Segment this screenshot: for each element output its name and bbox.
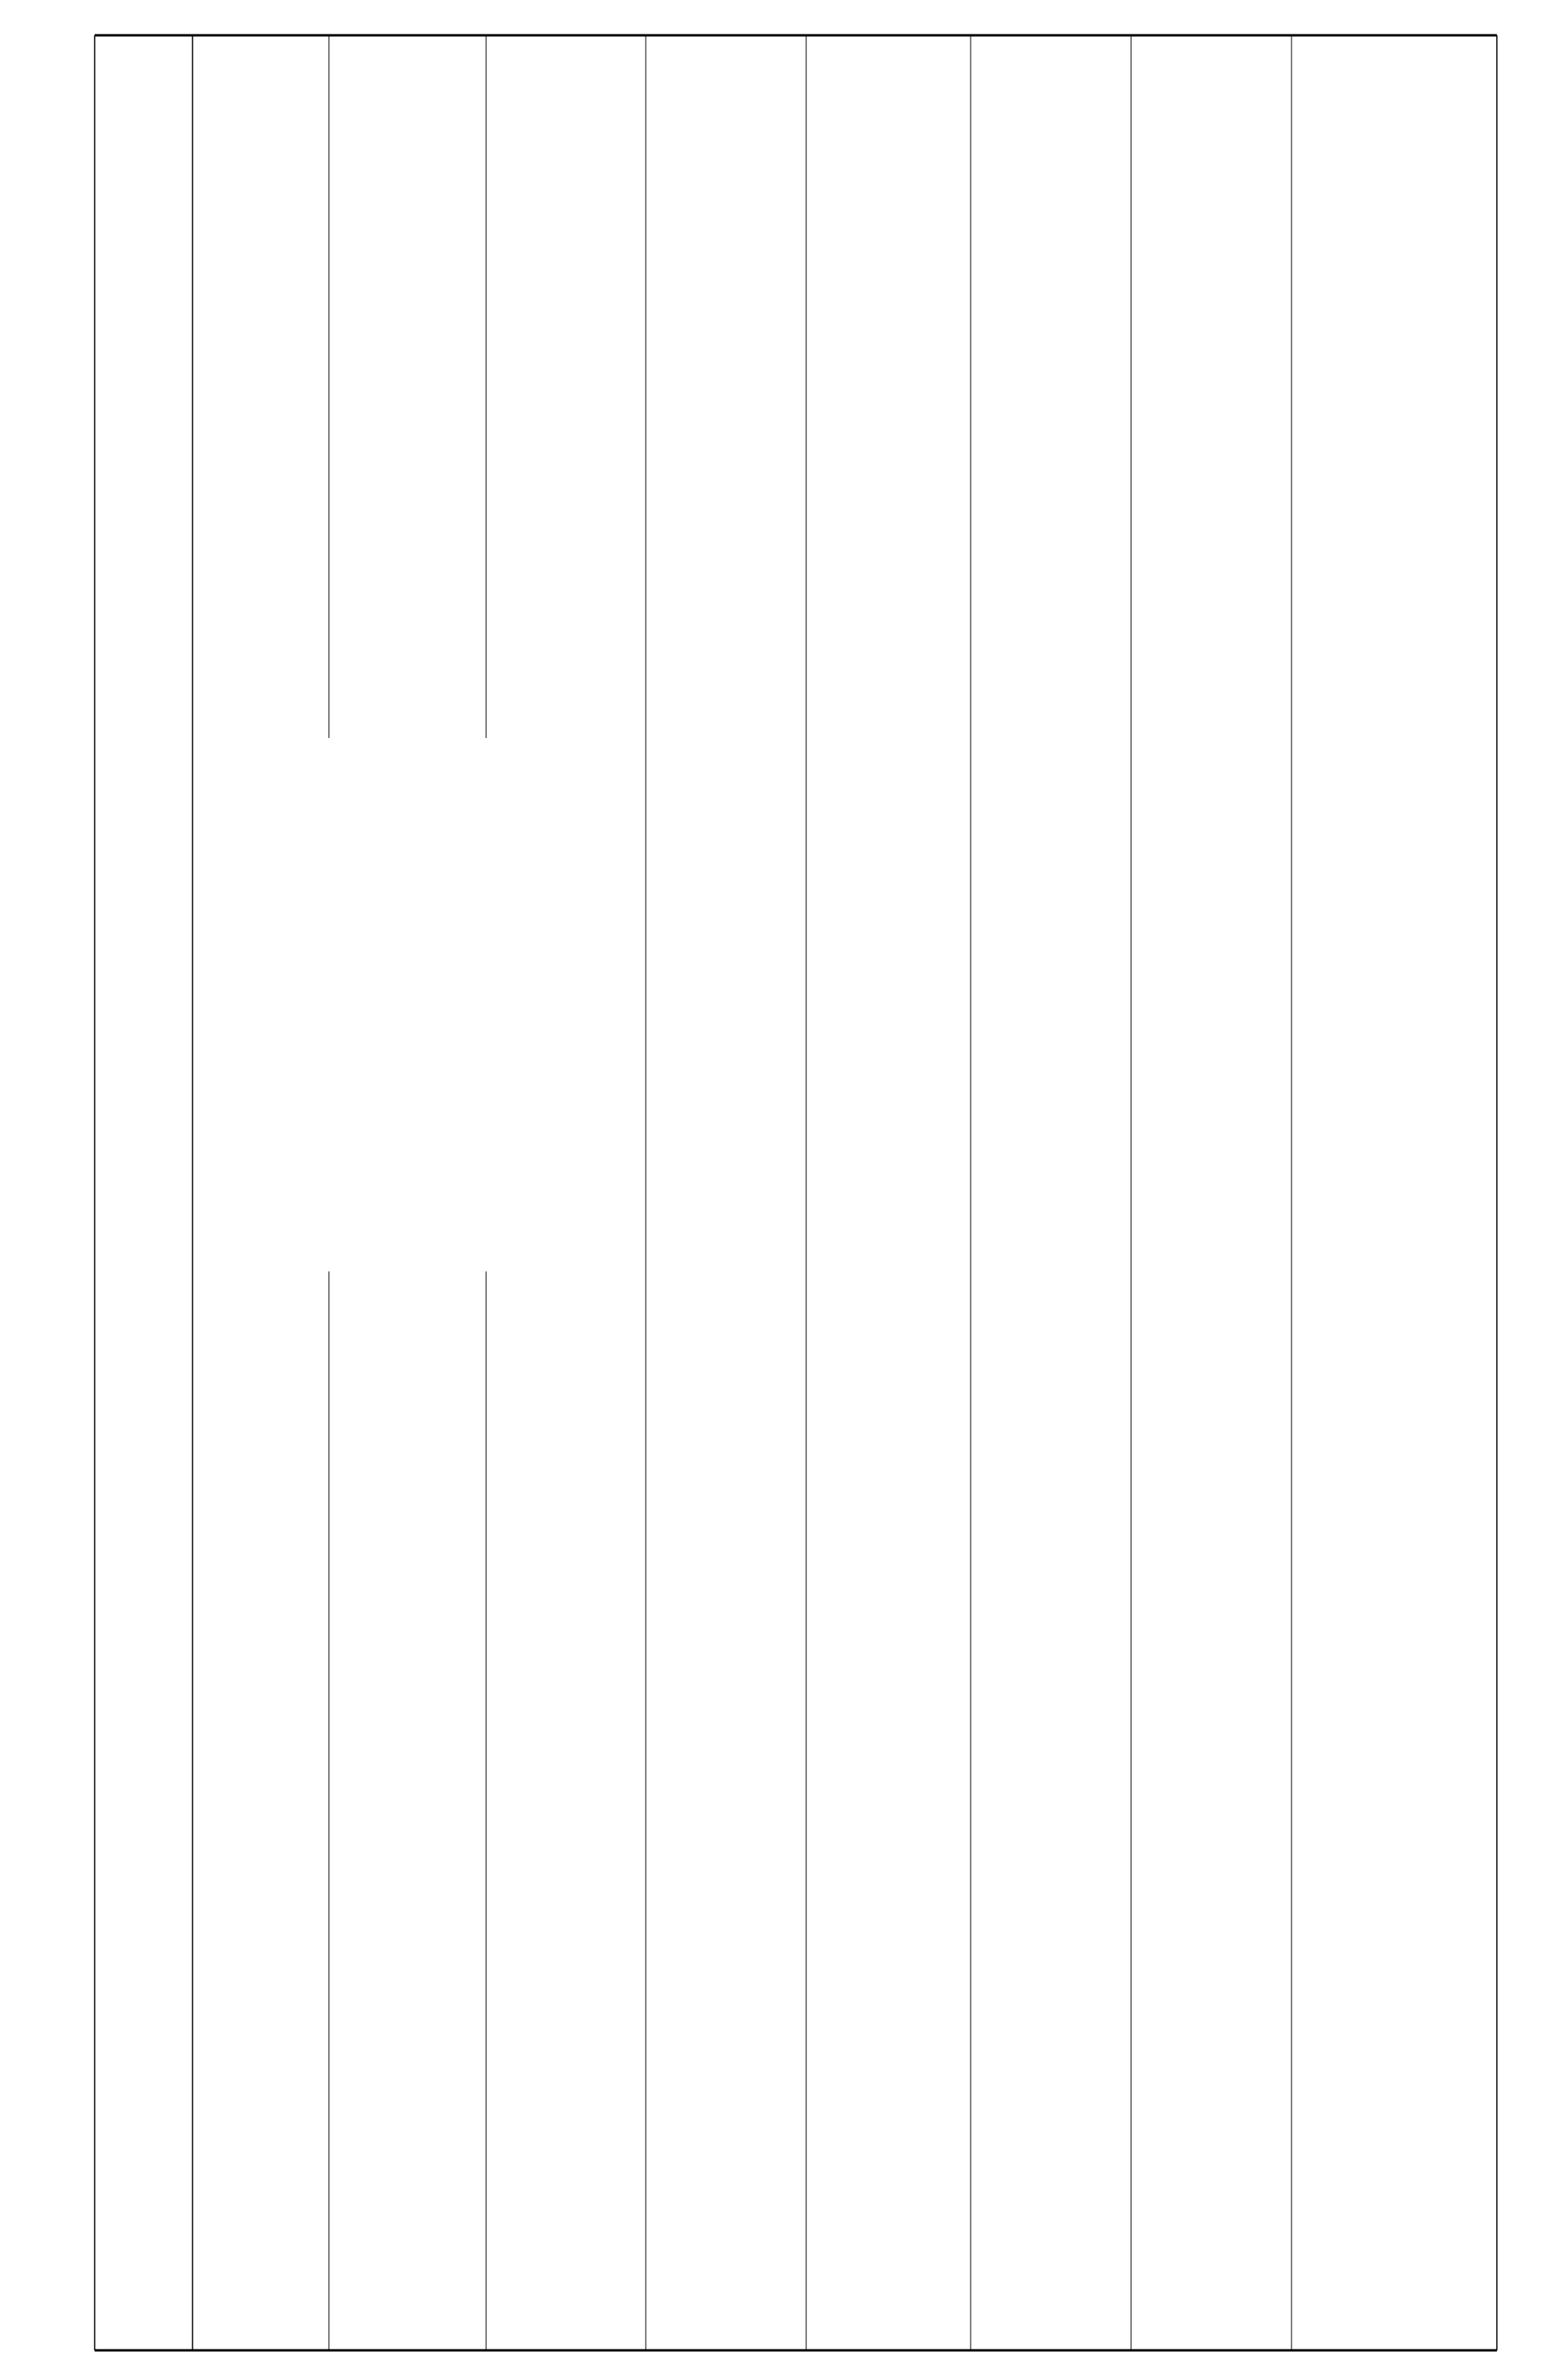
table-grid <box>95 35 1497 2350</box>
